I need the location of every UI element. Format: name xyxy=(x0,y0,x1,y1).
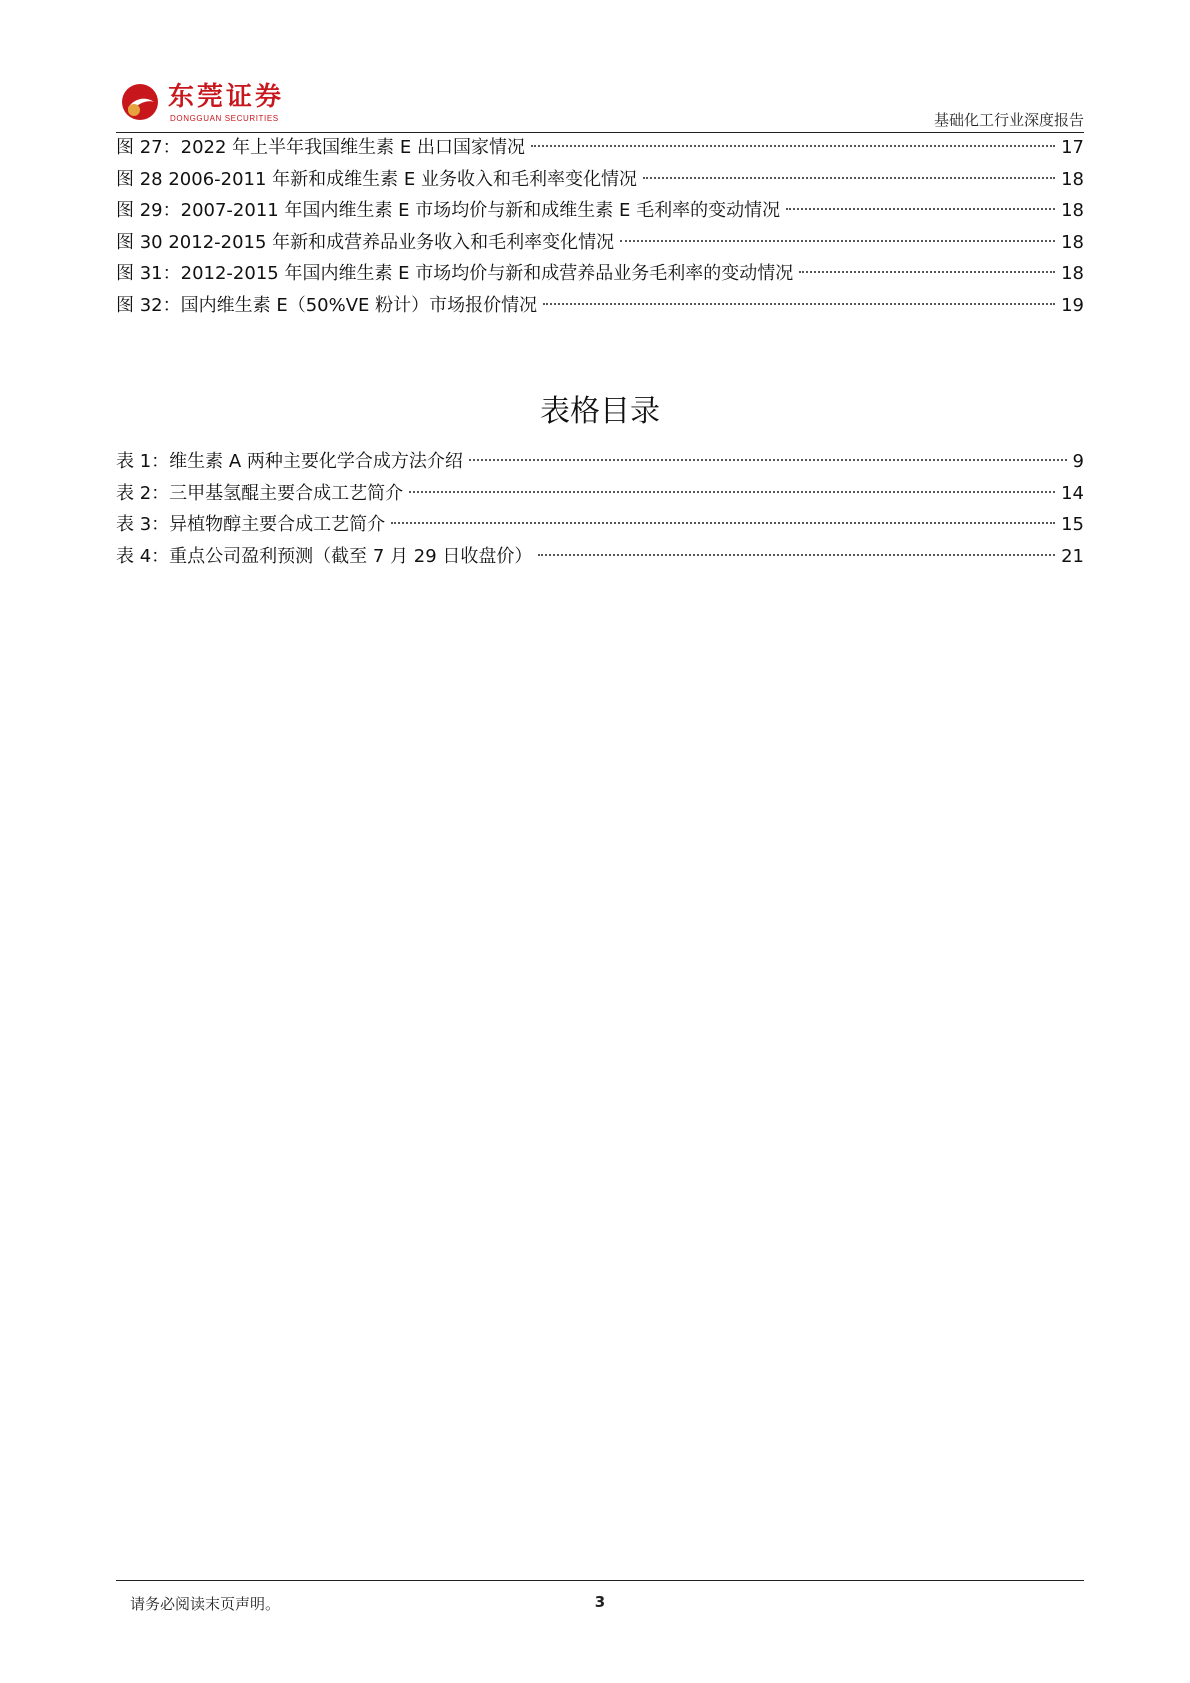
toc-entry-page: 9 xyxy=(1072,451,1084,472)
toc-entry[interactable] xyxy=(116,509,1084,541)
toc-entry-page: 18 xyxy=(1061,231,1084,253)
toc-entry-label: 图 31：2012-2015 年国内维生素 E 市场均价与新和成营养品业务毛利率的变动情况 xyxy=(116,263,794,284)
toc-entry-label: 表 2：三甲基氢醌主要合成工艺简介 xyxy=(116,482,404,504)
dot-leader xyxy=(538,554,1055,556)
toc-entry-page: 19 xyxy=(1061,294,1084,316)
toc-entry-page: 17 xyxy=(1061,137,1084,158)
dot-leader xyxy=(643,177,1055,179)
dot-leader xyxy=(799,271,1055,273)
dot-leader xyxy=(620,240,1055,242)
dot-leader xyxy=(531,145,1055,147)
toc-entry-label: 表 4：重点公司盈利预测（截至 7 月 29 日收盘价） xyxy=(116,545,533,567)
company-logo-icon xyxy=(120,82,160,122)
toc-entry[interactable] xyxy=(116,258,1084,290)
toc-entry-page: 18 xyxy=(1061,263,1084,284)
toc-entry-label: 表 1：维生素 A 两种主要化学合成方法介绍 xyxy=(116,451,463,472)
toc-entry-label: 图 29：2007-2011 年国内维生素 E 市场均价与新和成维生素 E 毛利率的变动情况 xyxy=(116,200,781,221)
page-number: 3 xyxy=(594,1593,606,1611)
toc-entry-page: 14 xyxy=(1061,482,1084,504)
toc-entry-page: 18 xyxy=(1061,200,1084,221)
toc-entry[interactable] xyxy=(116,164,1084,196)
toc-entry[interactable] xyxy=(116,195,1084,227)
toc-entry-label: 图 32：国内维生素 E（50%VE 粉计）市场报价情况 xyxy=(116,294,538,316)
toc-entry[interactable] xyxy=(116,541,1084,573)
dot-leader xyxy=(786,208,1055,210)
toc-entry[interactable] xyxy=(116,478,1084,510)
toc-entry[interactable] xyxy=(116,290,1084,322)
logo-english-name: DONGGUAN SECURITIES xyxy=(170,114,279,123)
dot-leader xyxy=(469,459,1067,461)
disclaimer-note: 请务必阅读末页声明。 xyxy=(130,1595,281,1613)
toc-entry[interactable] xyxy=(116,132,1084,164)
figure-toc-list xyxy=(116,132,1084,321)
dot-leader xyxy=(391,522,1055,524)
toc-entry[interactable] xyxy=(116,227,1084,259)
page-header xyxy=(116,80,1084,133)
toc-entry-label: 图 27：2022 年上半年我国维生素 E 出口国家情况 xyxy=(116,137,525,158)
toc-entry-page: 18 xyxy=(1061,168,1084,190)
toc-entry-page: 15 xyxy=(1061,514,1084,535)
report-type: 基础化工行业深度报告 xyxy=(933,111,1084,129)
toc-entry-label: 图 30 2012-2015 年新和成营养品业务收入和毛利率变化情况 xyxy=(116,231,615,253)
company-logo xyxy=(116,80,316,126)
logo-chinese-name: 东莞证券 xyxy=(168,82,285,112)
table-toc-title: 表格目录 xyxy=(540,394,660,429)
toc-entry-page: 21 xyxy=(1061,545,1084,567)
toc-entry-label: 表 3：异植物醇主要合成工艺简介 xyxy=(116,514,386,535)
toc-entry-label: 图 28 2006-2011 年新和成维生素 E 业务收入和毛利率变化情况 xyxy=(116,168,637,190)
toc-entry[interactable] xyxy=(116,446,1084,478)
dot-leader xyxy=(543,303,1055,305)
dot-leader xyxy=(409,491,1055,493)
page-footer xyxy=(116,1580,1084,1621)
table-toc-list xyxy=(116,446,1084,572)
